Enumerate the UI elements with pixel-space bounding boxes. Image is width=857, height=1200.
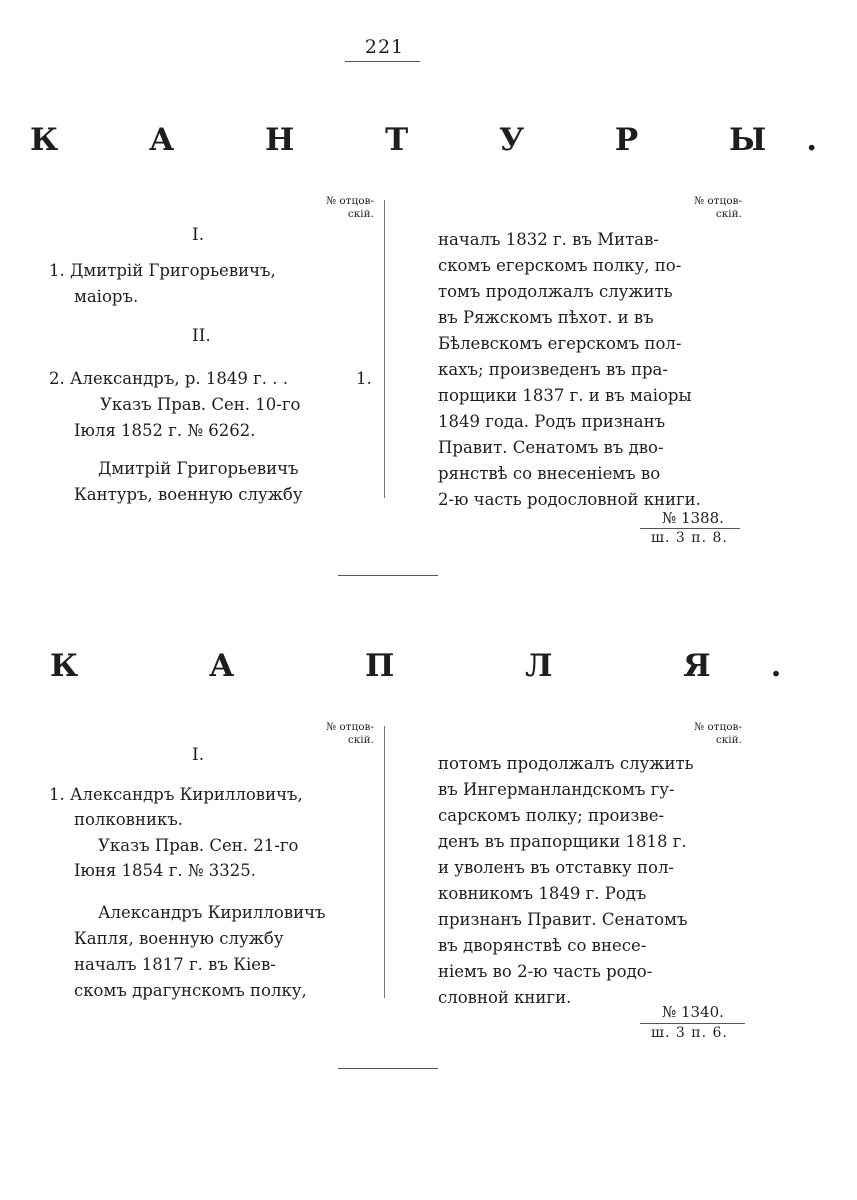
record-location: ш. 3 п. 8. xyxy=(651,530,728,546)
biography-line: въ дворянствѣ со внесе- xyxy=(438,936,647,955)
biography-right-column xyxy=(438,227,701,513)
record-number: № 1340. xyxy=(662,1003,724,1021)
biography-line: 2-ю часть родословной книги. xyxy=(438,490,701,509)
column-header-line: скій. xyxy=(347,208,374,220)
biography-line: Кантуръ, военную службу xyxy=(74,485,303,504)
biography-line: словной книги. xyxy=(438,988,572,1007)
column-divider xyxy=(384,200,385,498)
page-end-divider xyxy=(338,1068,438,1069)
biography-line: Александръ Кирилловичъ xyxy=(98,903,326,922)
biography-line: Капля, военную службу xyxy=(74,929,284,948)
biography-line: въ Ряжскомъ пѣхот. и въ xyxy=(438,308,654,327)
section-title-kantury: К А Н Т У Р Ы. xyxy=(30,122,857,158)
entry-line: Іюня 1854 г. № 3325. xyxy=(74,861,256,880)
column-header-line: № отцов- xyxy=(694,195,742,207)
generation-numeral: I. xyxy=(192,745,205,765)
column-divider xyxy=(384,726,385,998)
biography-line: и уволенъ въ отставку пол- xyxy=(438,858,675,877)
biography-line: потомъ продолжалъ служить xyxy=(438,754,694,773)
entry-line: Указъ Прав. Сен. 10-го xyxy=(100,395,301,414)
biography-line: Правит. Сенатомъ въ дво- xyxy=(438,438,664,457)
entry-line: 1. Дмитрій Григорьевичъ, xyxy=(49,261,276,280)
biography-line: рянствѣ со внесеніемъ во xyxy=(438,464,661,483)
record-number: № 1388. xyxy=(662,509,724,527)
biography-left-column xyxy=(74,900,326,1004)
generation-numeral: II. xyxy=(192,326,211,346)
biography-line: началъ 1817 г. въ Кіев- xyxy=(74,955,276,974)
biography-line: томъ продолжалъ служить xyxy=(438,282,673,301)
generation-numeral: I. xyxy=(192,225,205,245)
biography-line: денъ въ прапорщики 1818 г. xyxy=(438,832,687,851)
biography-line: Бѣлевскомъ егерскомъ пол- xyxy=(438,334,682,353)
entry-line: маіоръ. xyxy=(74,287,139,306)
section-title-kaplya: К А П Л Я. xyxy=(50,648,842,684)
column-header-left xyxy=(300,721,374,747)
biography-line: въ Ингерманландскомъ гу- xyxy=(438,780,675,799)
column-header-line: скій. xyxy=(715,208,742,220)
column-header-right xyxy=(668,195,742,221)
biography-line: скомъ егерскомъ полку, по- xyxy=(438,256,682,275)
biography-line: ніемъ во 2-ю часть родо- xyxy=(438,962,653,981)
paternal-number: 1. xyxy=(356,369,372,388)
header-divider xyxy=(345,61,420,62)
entry-line: 2. Александръ, р. 1849 г. . . xyxy=(49,369,288,388)
biography-line: Дмитрій Григорьевичъ xyxy=(98,459,299,478)
biography-line: кахъ; произведенъ въ пра- xyxy=(438,360,668,379)
column-header-line: № отцов- xyxy=(694,721,742,733)
entry-line: 1. Александръ Кирилловичъ, xyxy=(49,785,303,804)
entry-line: Іюля 1852 г. № 6262. xyxy=(74,421,256,440)
biography-right-column xyxy=(438,751,694,1011)
entry-line: Указъ Прав. Сен. 21-го xyxy=(98,836,299,855)
column-header-line: № отцов- xyxy=(326,721,374,733)
page-number: 221 xyxy=(364,36,405,58)
column-header-line: № отцов- xyxy=(326,195,374,207)
record-number-underline xyxy=(640,1023,745,1024)
record-location: ш. 3 п. 6. xyxy=(651,1025,728,1041)
record-number-underline xyxy=(640,528,740,529)
entry-line: полковникъ. xyxy=(74,810,183,829)
section-divider xyxy=(338,575,438,576)
biography-line: 1849 года. Родъ признанъ xyxy=(438,412,666,431)
biography-line: началъ 1832 г. въ Митав- xyxy=(438,230,659,249)
biography-line: скомъ драгунскомъ полку, xyxy=(74,981,307,1000)
column-header-left xyxy=(300,195,374,221)
biography-line: сарскомъ полку; произве- xyxy=(438,806,665,825)
column-header-line: скій. xyxy=(347,734,374,746)
biography-line: порщики 1837 г. и въ маіоры xyxy=(438,386,692,405)
biography-line: ковникомъ 1849 г. Родъ xyxy=(438,884,647,903)
column-header-line: скій. xyxy=(715,734,742,746)
biography-line: признанъ Правит. Сенатомъ xyxy=(438,910,688,929)
column-header-right xyxy=(668,721,742,747)
